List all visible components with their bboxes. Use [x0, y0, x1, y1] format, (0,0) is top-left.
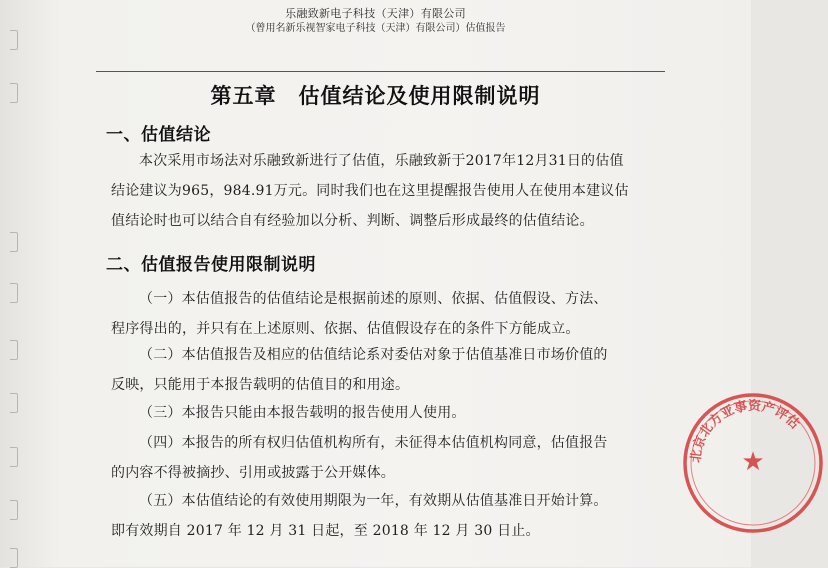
svg-text:★: ★: [741, 447, 765, 477]
chapter-title: 第五章 估值结论及使用限制说明: [210, 83, 541, 108]
report-subtitle: （曾用名新乐视智家电子科技（天津）有限公司）估值报告: [245, 23, 506, 34]
company-name: 乐融致新电子科技（天津）有限公司: [285, 7, 466, 20]
usage-limit-item-2: [111, 340, 656, 400]
paragraph-line: （二）本估值报告及相应的估值结论系对委估对象于估值基准日市场价值的: [139, 347, 608, 363]
binding-hole: [10, 393, 18, 413]
section-heading-valuation-conclusion: 一、估值结论: [106, 125, 211, 145]
binding-hole: [10, 500, 18, 520]
binding-hole: [10, 283, 18, 303]
usage-limit-item-5: [111, 486, 656, 546]
binding-hole: [10, 232, 18, 252]
usage-limit-item-1: [111, 284, 656, 344]
paragraph-line: 程序得出的，并只有在上述原则、依据、估值假设存在的条件下方能成立。: [111, 321, 580, 337]
binding-hole: [10, 548, 18, 568]
red-seal-stamp-icon: [678, 388, 828, 538]
paragraph-line: （三）本报告只能由本报告载明的报告使用人使用。: [139, 405, 466, 421]
page-header: [0, 6, 751, 36]
paragraph-line: 即有效期自 2017 年 12 月 31 日起，至 2018 年 12 月 30 日止。: [111, 523, 540, 539]
usage-limit-item-4: [111, 428, 656, 488]
usage-limit-item-3: [111, 398, 656, 428]
paragraph-line: 的内容不得被摘抄、引用或披露于公开媒体。: [111, 465, 395, 481]
binding-hole: [10, 447, 18, 467]
binding-hole: [10, 340, 18, 360]
paragraph-line: （一）本估值报告的估值结论是根据前述的原则、依据、估值假设、方法、: [139, 291, 608, 307]
paragraph-line: （四）本报告的所有权归估值机构所有，未征得本估值机构同意，估值报告: [139, 435, 608, 451]
header-rule: [96, 71, 665, 72]
section-heading-usage-limits: 二、估值报告使用限制说明: [106, 255, 316, 275]
paragraph-line: 本次采用市场法对乐融致新进行了估值，乐融致新于2017年12月31日的估值: [139, 153, 624, 169]
paragraph-line: （五）本估值结论的有效使用期限为一年，有效期从估值基准日开始计算。: [139, 493, 608, 509]
paragraph-valuation-conclusion: [111, 146, 656, 236]
paragraph-line: 值结论时也可以结合自有经验加以分析、判断、调整后形成最终的估值结论。: [111, 213, 594, 229]
paragraph-line: 结论建议为965，984.91万元。同时我们也在这里提醒报告使用人在使用本建议估: [111, 183, 629, 199]
paragraph-line: 反映，只能用于本报告载明的估值目的和用途。: [111, 377, 410, 393]
seal-text: 北京北方亚事资产评估: [688, 398, 803, 464]
